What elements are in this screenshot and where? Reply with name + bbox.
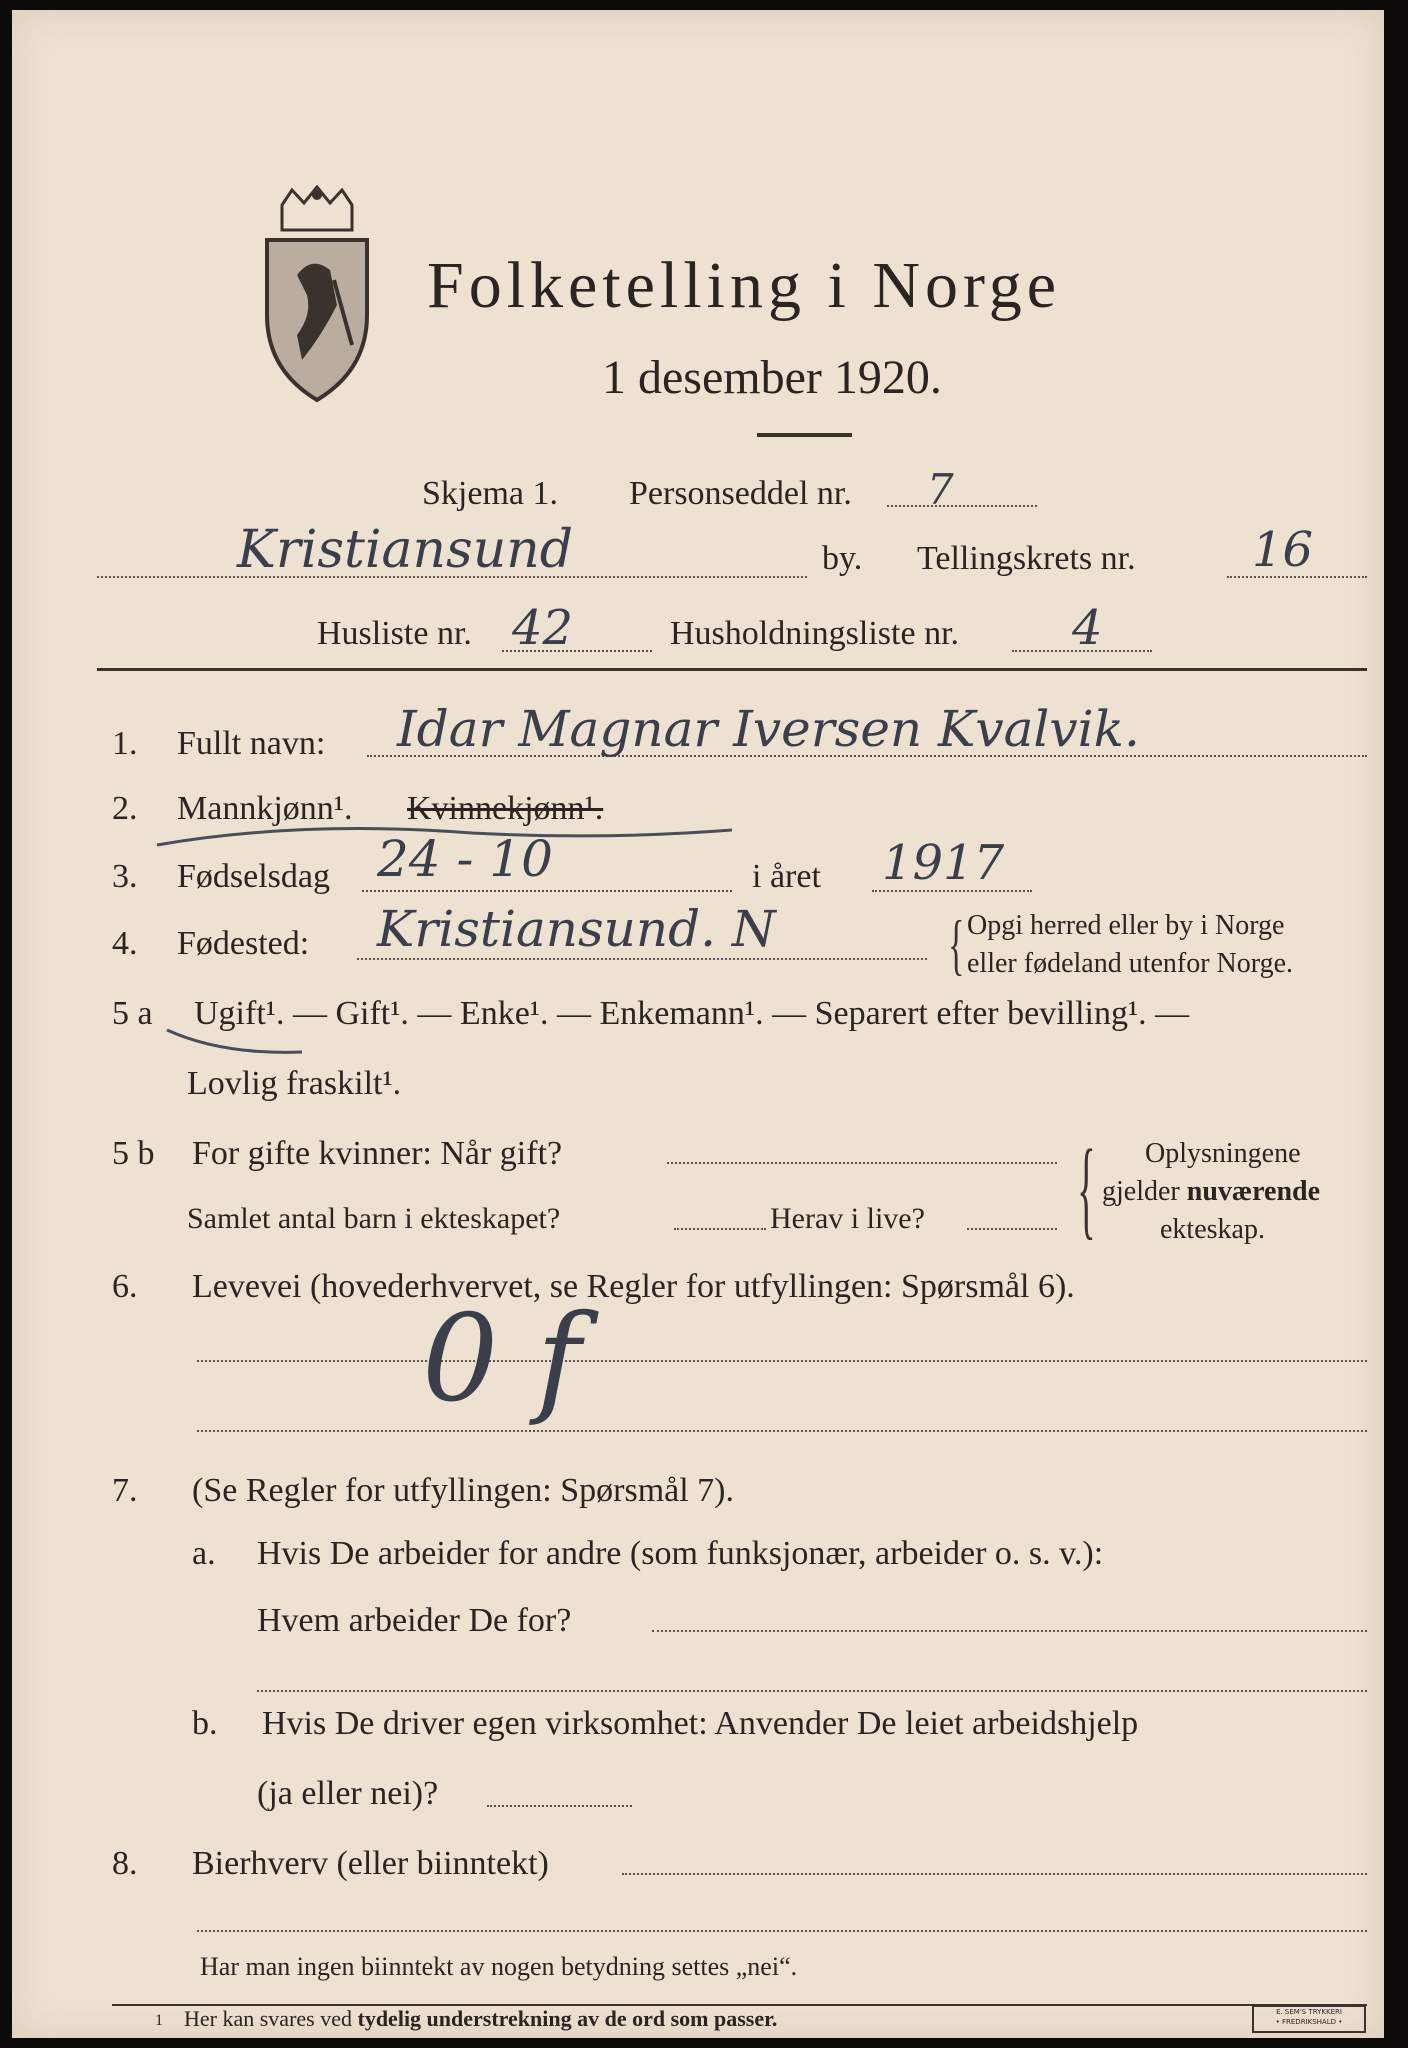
q6-line2 [197,1430,1367,1432]
q2-number: 2. [112,790,138,827]
q5a-options-line1[interactable]: Ugift¹. — Gift¹. — Enke¹. — Enkemann¹. — Separert efter bevilling¹. — [194,995,1190,1032]
q7a-extra-line [257,1690,1367,1692]
q3-date-value[interactable]: 24 - 10 [377,830,553,888]
q7a-employer-label: Hvem arbeider De for? [257,1602,572,1639]
q4-value[interactable]: Kristiansund. N [377,900,776,958]
q5b-children-line [674,1228,766,1230]
q4-brace: { [948,906,965,982]
footnote-marker: 1 [155,2012,163,2029]
q7-number: 7. [112,1472,138,1509]
q6-line1 [197,1360,1367,1362]
q2-female-option[interactable]: Kvinnekjønn¹. [407,790,604,827]
q3-label: Fødselsdag [177,858,330,895]
printer-stamp-line1: E. SEM'S TRYKKERI [1276,2008,1342,2016]
census-form [12,10,1384,2038]
house-list-label: Husliste nr. [317,615,472,652]
q5b-number: 5 b [112,1135,155,1172]
form-date: 1 desember 1920. [602,351,942,404]
q6-value[interactable]: 0 f [422,1290,581,1429]
q7a-employer-line [652,1630,1367,1632]
q6-label: Levevei (hovederhvervet, se Regler for utfyllingen: Spørsmål 6). [192,1268,1075,1305]
q5b-brace: { [1077,1127,1096,1249]
person-slip-label: Personseddel nr. [629,475,852,512]
form-title: Folketelling i Norge [427,249,1062,322]
footnote-text-bold: tydelig understrekning av de ord som passer. [357,2006,778,2031]
q5b-note-applies: gjelder [1102,1176,1187,1207]
printer-stamp [1252,2005,1366,2033]
town-suffix: by. [822,540,863,577]
q3-date-line [362,890,732,892]
q4-line [357,958,927,960]
printer-stamp-line2: • FREDRIKSHALD • [1275,2018,1343,2026]
q3-number: 3. [112,858,138,895]
q7a-letter: a. [192,1535,216,1572]
q5a-underline-mark [162,1020,312,1060]
footnote-text-plain: Her kan svares ved [184,2006,358,2031]
q7b-text: Hvis De driver egen virksomhet: Anvender De leiet arbeidshjelp [262,1705,1139,1742]
q8-note: Har man ingen biinntekt av nogen betydning settes „nei“. [200,1952,798,1981]
q5b-note-line3: ekteskap. [1160,1214,1265,1245]
q8-label: Bierhverv (eller biinntekt) [192,1845,549,1882]
q4-label: Fødested: [177,925,310,962]
q5b-children-label: Samlet antal barn i ekteskapet? [187,1202,561,1235]
house-list-value[interactable]: 42 [512,600,574,656]
q1-label: Fullt navn: [177,725,326,762]
q7a-text: Hvis De arbeider for andre (som funksjonær, arbeider o. s. v.): [257,1535,1104,1572]
coat-of-arms-icon [252,185,382,405]
q7b-yesno-label: (ja eller nei)? [257,1775,439,1812]
q7b-letter: b. [192,1705,218,1742]
q4-note-line1: Opgi herred eller by i Norge [967,910,1285,941]
q5a-options-line2[interactable]: Lovlig fraskilt¹. [187,1065,402,1102]
q3-year-value[interactable]: 1917 [882,835,1005,891]
q6-number: 6. [112,1268,138,1305]
q5b-married-line [667,1162,1057,1164]
district-label: Tellingskrets nr. [917,540,1136,577]
household-list-value[interactable]: 4 [1072,600,1103,656]
q4-number: 4. [112,925,138,962]
header-divider [97,668,1367,671]
schema-label: Skjema 1. [422,475,558,512]
q8-number: 8. [112,1845,138,1882]
q1-value[interactable]: Idar Magnar Iversen Kvalvik. [397,700,1140,758]
q3-year-label: i året [752,858,821,895]
q5a-number: 5 a [112,995,153,1032]
q4-note-line2: eller fødeland utenfor Norge. [967,948,1294,979]
person-slip-value[interactable]: 7 [927,465,954,514]
footnote-text [184,2006,777,2032]
town-value[interactable]: Kristiansund [237,520,573,580]
household-list-label: Husholdningsliste nr. [670,615,960,652]
q5b-alive-line [967,1228,1057,1230]
q8-line2 [197,1930,1367,1932]
q7b-yesno-line [487,1805,632,1807]
q2-male-option[interactable]: Mannkjønn¹. [177,790,353,827]
q5b-note-current: nuværende [1186,1176,1321,1207]
title-divider [757,433,852,437]
q1-number: 1. [112,725,138,762]
district-value[interactable]: 16 [1252,522,1314,578]
q5b-note-line1: Oplysningene [1145,1138,1301,1169]
q5b-married-label: For gifte kvinner: Når gift? [192,1135,563,1172]
q7-label: (Se Regler for utfyllingen: Spørsmål 7). [192,1472,735,1509]
q5b-alive-label: Herav i live? [770,1202,925,1235]
q8-line1 [622,1873,1367,1875]
q5b-note-line2 [1102,1176,1320,1208]
person-slip-line [887,505,1037,507]
